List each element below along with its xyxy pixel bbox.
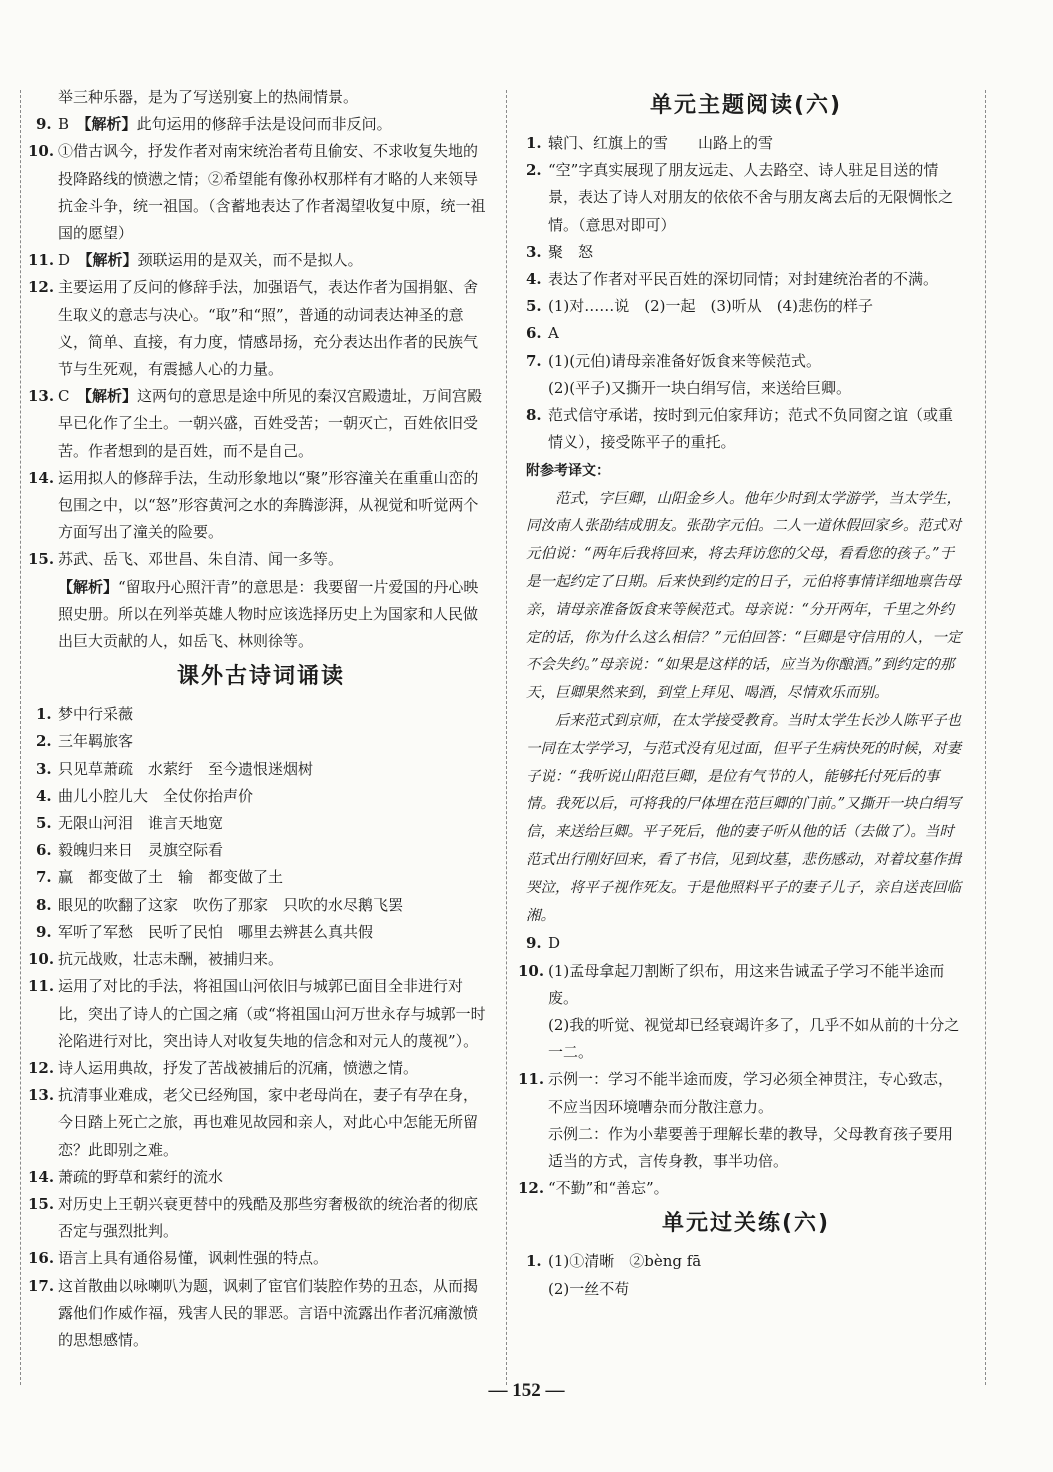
answer-item	[36, 919, 486, 946]
answer-item	[28, 1164, 486, 1191]
item-number: 12.	[518, 1179, 545, 1198]
item-text: 只见草萧疏 水萦纡 至今遗恨迷烟树	[58, 759, 314, 778]
section-title-extracurricular: 课外古诗词诵读	[176, 664, 345, 690]
item-number: 11.	[518, 1070, 545, 1089]
answer-item	[36, 783, 486, 810]
answer-item	[36, 864, 486, 891]
item-text: 这首散曲以咏喇叭为题，讽刺了宦官们装腔作势的丑态，从而揭露他们作威作福，残害人民的罪恶。言语中流露出作者沉痛激愤的思想感情。	[58, 1276, 479, 1349]
extracurricular-answers	[28, 701, 486, 1354]
translation-paragraph: 范式，字巨卿，山阳金乡人。他年少时到太学游学，当太学生，同汝南人张劭结成朋友。张劭字元伯。二人一道休假回家乡。范式对元伯说：“两年后我将回来，将去拜访您的父母，看看您的孩子。”于是一起约定了日期。后来快到约定的日子，元伯将事情详细地禀告母亲，请母亲准备饭食来等候范式。母亲说：“分开两年，千里之外约定的话，你为什么这么相信？”元伯回答：“巨卿是守信用的人，一定不会失约。”母亲说：“如果是这样的话，应当为你酿酒。”到约定的那天，巨卿果然来到，到堂上拜见、喝酒，尽情欢乐而别。	[526, 490, 962, 702]
item-text: 语言上具有通俗易懂，讽刺性强的特点。	[58, 1249, 329, 1268]
left-column	[28, 84, 486, 1354]
item-text: 表达了作者对平民百姓的深切同情；对封建统治者的不满。	[548, 270, 939, 289]
item-text: 赢 都变做了土 输 都变做了土	[58, 868, 284, 887]
item-text: 聚 怒	[548, 242, 594, 261]
item-text: 范式信守承诺，按时到元伯家拜访；范式不负同窗之谊（或重情义），接受陈平子的重托。	[548, 406, 954, 452]
answer-item	[36, 728, 486, 755]
item-number: 9.	[36, 922, 52, 941]
item-text: 运用了对比的手法，将祖国山河依旧与城郭已面目全非进行对比，突出了诗人的亡国之痛（或“将祖国山河万世永存与城郭一时沦陷进行对比，突出诗人对收复失地的信念和对元人的蔑视”）。	[58, 977, 486, 1050]
answer-item	[28, 973, 486, 1055]
item-text: (1)孟母拿起刀割断了织布，用这来告诫孟子学习不能半途而废。	[548, 961, 945, 1007]
item-number: 4.	[526, 270, 542, 289]
item-text: 抗清事业难成，老父已经殉国，家中老母尚在，妻子有孕在身，今日踏上死亡之旅，再也难见故园和亲人，对此心中怎能无所留恋？此即别之难。	[58, 1086, 479, 1159]
item-number: 6.	[36, 841, 52, 860]
answer-item	[28, 1082, 486, 1164]
answer-item-part2	[526, 375, 966, 402]
answer-item	[36, 701, 486, 728]
item-number: 17.	[28, 1276, 55, 1295]
item-text: 辕门、红旗上的雪 山路上的雪	[548, 134, 774, 152]
item-text: 眼见的吹翻了这家 吹伤了那家 只吹的水尽鹅飞罢	[58, 895, 404, 914]
answer-11: 11. D 【解析】颈联运用的是双关，而不是拟人。	[28, 251, 363, 270]
answer-item	[526, 930, 966, 957]
item-number: 1.	[36, 705, 52, 724]
item-number: 16.	[28, 1249, 55, 1268]
item-text: 对历史上王朝兴衰更替中的残酷及那些穷奢极欲的统治者的彻底否定与强烈批判。	[58, 1194, 479, 1241]
answer-item	[28, 1245, 486, 1272]
unit-test-answer-1-part2: (2)一丝不苟	[548, 1279, 630, 1298]
answer-item	[28, 1055, 486, 1082]
answer-item	[518, 1066, 966, 1120]
item-text: 抗元战败，壮志未酬，被捕归来。	[58, 950, 284, 969]
answer-15-analysis: 【解析】“留取丹心照汗青”的意思是：我要留一片爱国的丹心映照史册。所以在列举英雄人物时应该选择历史上为国家和人民做出巨大贡献的人，如岳飞、林则徐等。	[58, 577, 479, 651]
answer-item	[526, 402, 966, 456]
answer-item	[36, 837, 486, 864]
answer-item	[526, 157, 966, 239]
item-number: 8.	[36, 895, 52, 914]
column-divider-right	[985, 90, 986, 1385]
page-number: — 152 —	[488, 1380, 565, 1401]
item-number: 1.	[526, 134, 542, 152]
item-text: 军听了军愁 民听了民怕 哪里去辨甚么真共假	[58, 922, 374, 941]
item-text-part2: (2)(平子)又撕开一块白绢写信，来送给巨卿。	[548, 378, 851, 397]
column-divider-left	[20, 90, 21, 1385]
answer-item	[28, 1191, 486, 1245]
item-number: 7.	[526, 351, 542, 370]
reference-translation	[526, 486, 966, 931]
item-text: (1)(元伯)请母亲准备好饭食来等候范式。	[548, 351, 821, 370]
item-text: 诗人运用典故，抒发了苦战被捕后的沉痛，愤懑之情。	[58, 1058, 419, 1077]
answer-item-part2	[526, 1121, 966, 1175]
column-divider-middle	[506, 90, 507, 1385]
item-text: 三年羁旅客	[58, 732, 134, 751]
answer-item-part2	[526, 1012, 966, 1066]
item-number: 5.	[526, 297, 542, 316]
section-title-unit-test: 单元过关练(六)	[661, 1211, 831, 1237]
item-text: 示例一：学习不能半途而废，学习必须全神贯注，专心致志，不应当因环境嘈杂而分散注意力。	[548, 1070, 954, 1116]
item-text-part2: (2)我的听觉、视觉却已经衰竭许多了，几乎不如从前的十分之一二。	[548, 1016, 960, 1062]
answer-item	[518, 958, 966, 1012]
item-text: D	[548, 934, 561, 953]
item-text: 萧疏的野草和萦纡的流水	[58, 1167, 224, 1186]
item-text: 无限山河泪 谁言天地宽	[58, 814, 224, 833]
item-number: 5.	[36, 814, 52, 833]
answer-item	[526, 266, 966, 293]
translation-paragraph: 后来范式到京师，在太学接受教育。当时太学生长沙人陈平子也一同在太学学习，与范式没有见过面，但平子生病快死的时候，对妻子说：“我听说山阳范巨卿，是位有气节的人，能够托付死后的事情。我死以后，可将我的尸体埋在范巨卿的门前。”又撕开一块白绢写信，来送给巨卿。平子死后，他的妻子听从他的话（去做了）。当时范式出行刚好回来，看了书信，见到坟墓，悲伤感动，对着坟墓作揖哭泣，将平子视作死友。于是他照料平子的妻子儿子，亲自送丧回临湘。	[526, 713, 962, 924]
item-number: 14.	[28, 1167, 55, 1186]
answer-item	[526, 130, 966, 157]
item-number: 15.	[28, 1194, 55, 1213]
item-text: 曲儿小腔儿大 全仗你抬声价	[58, 786, 254, 805]
item-number: 4.	[36, 786, 52, 805]
right-column	[518, 84, 966, 1303]
answer-9: 9. B 【解析】此句运用的修辞手法是设问而非反问。	[36, 115, 392, 134]
answer-continuation: 举三种乐器，是为了写送别宴上的热闹情景。	[58, 88, 359, 106]
item-number: 6.	[526, 324, 542, 343]
item-number: 2.	[36, 732, 52, 751]
item-number: 12.	[28, 1058, 55, 1077]
item-number: 3.	[36, 759, 52, 778]
item-number: 3.	[526, 242, 542, 261]
item-number: 10.	[518, 961, 545, 980]
item-number: 2.	[526, 161, 542, 180]
item-number: 11.	[28, 977, 55, 996]
item-number: 13.	[28, 1086, 55, 1105]
answer-10: 10. ①借古讽今，抒发作者对南宋统治者苟且偷安、不求收复失地的投降路线的愤懑之情；②希望能有像孙权那样有才略的人来领导抗金斗争，统一祖国。（含蓄地表达了作者渴望收复中原，统一祖国的愿望）	[28, 142, 486, 243]
answer-item	[36, 756, 486, 783]
item-number: 9.	[526, 934, 542, 953]
item-number: 7.	[36, 868, 52, 887]
answer-14: 14. 运用拟人的修辞手法，生动形象地以“聚”形容潼关在重重山峦的包围之中，以“怒”形容黄河之水的奔腾澎湃，从视觉和听觉两个方面写出了潼关的险要。	[28, 468, 479, 542]
item-text: 梦中行采薇	[58, 705, 134, 724]
item-text-part2: 示例二：作为小辈要善于理解长辈的教导，父母教育孩子要用适当的方式，言传身教，事半功倍。	[548, 1124, 954, 1171]
answer-item	[28, 946, 486, 973]
answer-item	[28, 1273, 486, 1355]
answer-item	[526, 320, 966, 347]
section-title-unit-reading: 单元主题阅读(六)	[649, 93, 843, 118]
answer-item	[518, 1175, 966, 1202]
unit-reading-answers	[526, 130, 966, 456]
answer-12: 12. 主要运用了反问的修辞手法，加强语气，表达作者为国捐躯、舍生取义的意志与决心。“取”和“照”，普通的动词表达神圣的意义，简单、直接，有力度，情感昂扬，充分表达出作者的民族气节与生死观，有震撼人心的力量。	[28, 278, 479, 379]
unit-test-answer-1: 1. (1)①清晰 ②bèng fā	[526, 1252, 702, 1271]
answer-item	[526, 239, 966, 266]
unit-reading-answers-continued	[518, 930, 966, 1202]
answer-item	[36, 810, 486, 837]
answer-item	[36, 892, 486, 919]
item-text: A	[548, 324, 559, 343]
item-number: 8.	[526, 406, 542, 425]
item-text: 毅魄归来日 灵旗空际看	[58, 841, 224, 860]
item-number: 10.	[28, 950, 55, 969]
reference-translation-title: 附参考译文：	[526, 463, 610, 480]
answer-item	[526, 348, 966, 375]
item-text: “不勤”和“善忘”。	[548, 1179, 669, 1198]
answer-13: 13. C 【解析】这两句的意思是途中所见的秦汉宫殿遗址，万间宫殿早已化作了尘土。一朝兴盛，百姓受苦；一朝灭亡，百姓依旧受苦。作者想到的是百姓，而不是自己。	[28, 387, 483, 460]
item-text: (1)对……说 (2)一起 (3)听从 (4)悲伤的样子	[548, 297, 873, 316]
answer-15: 15. 苏武、岳飞、邓世昌、朱自清、闻一多等。	[28, 550, 344, 569]
item-text: “空”字真实展现了朋友远走、人去路空、诗人驻足目送的情景，表达了诗人对朋友的依依不舍与朋友离去后的无限惆怅之情。（意思对即可）	[548, 161, 954, 234]
answer-item	[526, 293, 966, 320]
